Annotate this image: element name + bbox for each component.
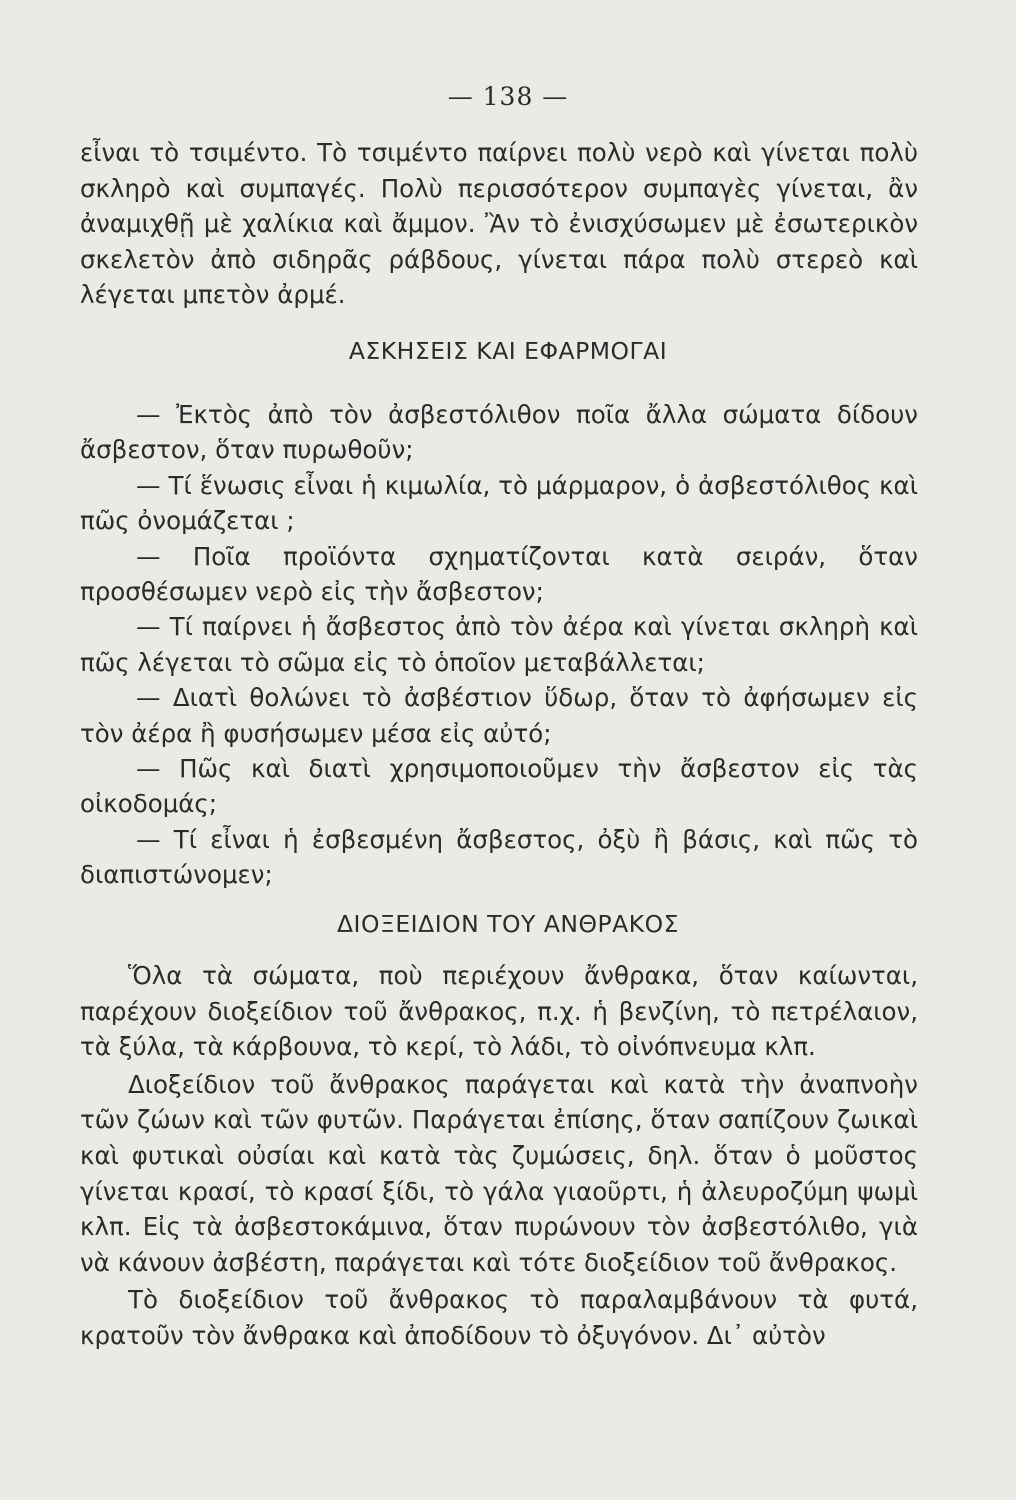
intro-paragraph-block xyxy=(80,135,918,313)
exercise-question: — Τί παίρνει ἡ ἄσβεστος ἀπὸ τὸν ἀέρα καὶ γίνεται σκληρὴ καὶ πῶς λέγεται τὸ σῶμα εἰς τὸ ὁποῖον μεταβάλλεται; xyxy=(80,612,918,677)
exercise-question: — Τί ἕνωσις εἶναι ἡ κιμωλία, τὸ μάρμαρον, ὁ ἀσβεστόλιθος καὶ πῶς ὀνομάζεται ; xyxy=(80,470,918,536)
co2-heading: ΔΙΟΞΕΙΔΙΟΝ ΤΟΥ ΑΝΘΡΑΚΟΣ xyxy=(336,910,679,938)
exercises-heading: ΑΣΚΗΣΕΙΣ ΚΑΙ ΕΦΑΡΜΟΓΑΙ xyxy=(348,337,668,365)
co2-paragraph: Διοξείδιον τοῦ ἄνθρακος παράγεται καὶ κατὰ τὴν ἀναπνοὴν τῶν ζώων καὶ τῶν φυτῶν. Παράγεται ἐπίσης, ὅταν σαπίζουν ζωικαὶ καὶ φυτικαὶ οὐσίαι καὶ κατὰ τὰς ζυμώσεις, δηλ. ὅταν ὁ μοῦστος γίνεται κρασί, τὸ κρασί ξίδι, τὸ γάλα γιαοῦρτι, ἡ ἀλευροζύμη ψωμὶ κλπ. Εἰς τὰ ἀσβεστοκάμινα, ὅταν πυρώνουν τὸν ἀσβεστόλιθο, γιὰ νὰ κάνουν ἀσβέστη, παράγεται καὶ τότε διοξείδιον τοῦ ἄνθρακος. xyxy=(80,1069,918,1277)
co2-paragraph: Τὸ διοξείδιον τοῦ ἄνθρακος τὸ παραλαμβάνουν τὰ φυτά, κρατοῦν τὸν ἄνθρακα καὶ ἀποδίδουν τὸ ὀξυγόνον. Δι᾿ αὐτὸν xyxy=(80,1285,918,1350)
co2-section xyxy=(80,958,918,1354)
co2-paragraph: Ὅλα τὰ σώματα, ποὺ περιέχουν ἄνθρακα, ὅταν καίωνται, παρέχουν διοξείδιον τοῦ ἄνθρακος, π.χ. ἡ βενζίνη, τὸ πετρέλαιον, τὰ ξύλα, τὰ κάρβουνα, τὸ κερί, τὸ λάδι, τὸ οἰνόπνευμα κλπ. xyxy=(80,961,918,1062)
exercise-question: — Πῶς καὶ διατὶ χρησιμοποιοῦμεν τὴν ἄσβεστον εἰς τὰς οἰκοδομάς; xyxy=(80,754,918,819)
exercise-question: — Ποῖα προϊόντα σχηματίζονται κατὰ σειράν, ὅταν προσθέσωμεν νερὸ εἰς τὴν ἄσβεστον; xyxy=(80,541,918,607)
intro-paragraph: εἶναι τὸ τσιμέντο. Τὸ τσιμέντο παίρνει πολὺ νερὸ καὶ γίνεται πολὺ σκληρὸ καὶ συμπαγές. Πολὺ περισσότερον συμπαγὲς γίνεται, ἂν ἀναμιχθῇ μὲ χαλίκια καὶ ἄμμον. Ἂν τὸ ἐνισχύσωμεν μὲ ἐσωτερικὸν σκελετὸν ἀπὸ σιδηρᾶς ράβδους, γίνεται πάρα πολὺ στερεὸ καὶ λέγεται μπετὸν ἀρμέ. xyxy=(80,138,918,309)
exercise-question: — Διατὶ θολώνει τὸ ἀσβέστιον ὕδωρ, ὅταν τὸ ἀφήσωμεν εἰς τὸν ἀέρα ἢ φυσήσωμεν μέσα εἰς αὐτό; xyxy=(80,683,918,748)
page-number: — 138 — xyxy=(447,82,569,111)
exercise-question: — Ἐκτὸς ἀπὸ τὸν ἀσβεστόλιθον ποῖα ἄλλα σώματα δίδουν ἄσβεστον, ὅταν πυρωθοῦν; xyxy=(80,400,918,465)
exercises-list xyxy=(80,397,918,893)
exercise-question: — Τί εἶναι ἡ ἐσβεσμένη ἄσβεστος, ὀξὺ ἢ βάσις, καὶ πῶς τὸ διαπιστώνομεν; xyxy=(80,824,918,890)
